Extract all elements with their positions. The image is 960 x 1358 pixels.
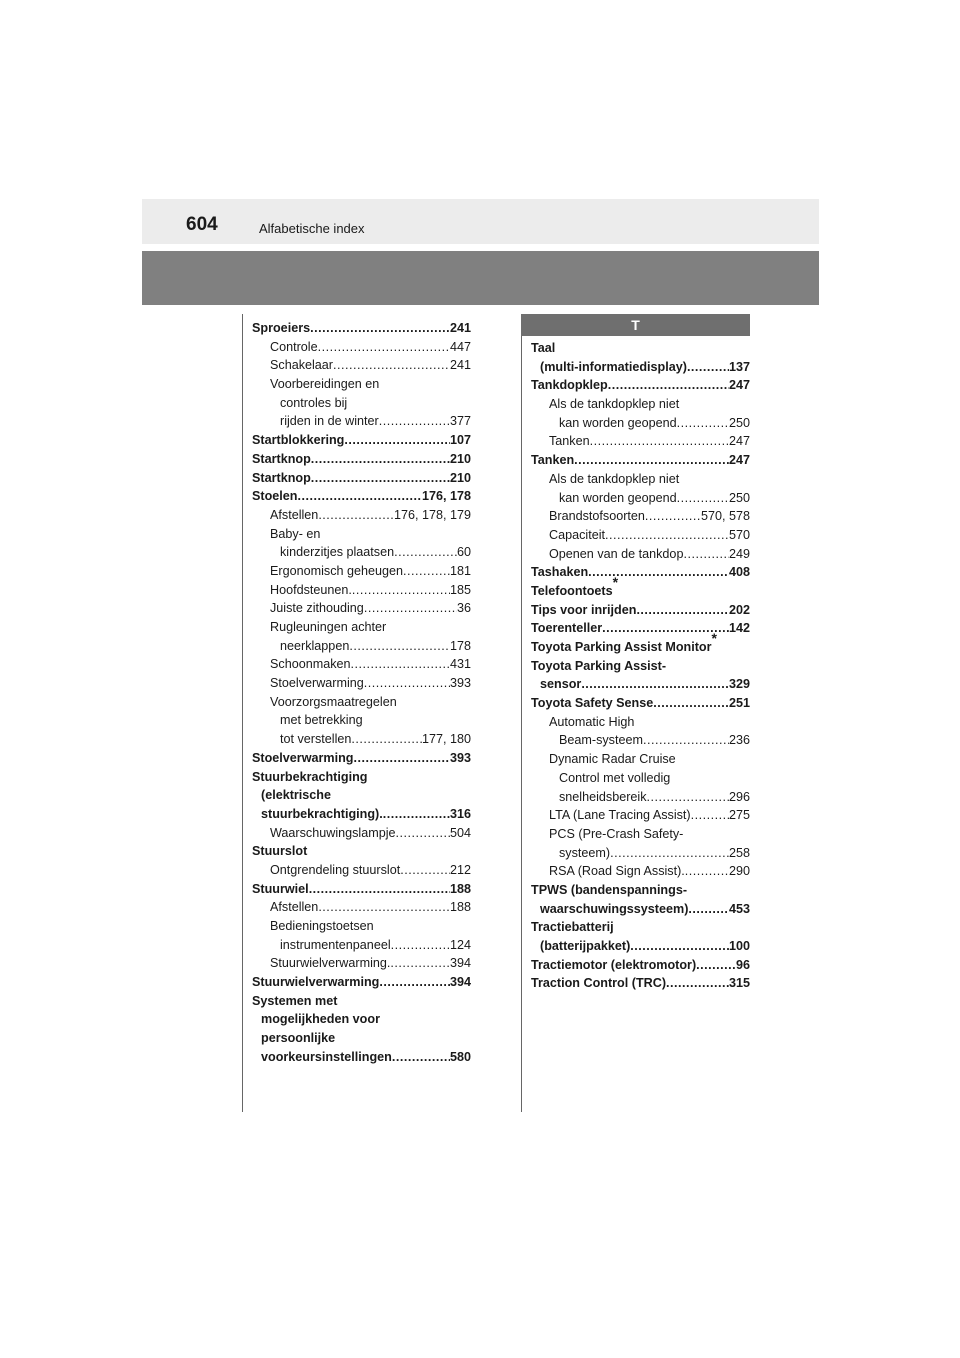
- index-entry: [252, 375, 471, 394]
- entry-term: Waarschuwingslampje: [270, 825, 396, 840]
- entry-page-ref: 210: [449, 451, 471, 466]
- section-letter-t: T: [521, 314, 750, 336]
- entry-term: Toyota Safety Sense: [531, 696, 654, 711]
- entry-term: Stuurslot: [252, 844, 308, 859]
- dot-leader: [353, 749, 450, 768]
- index-entry: [252, 618, 471, 637]
- index-entry: [252, 693, 471, 712]
- entry-page-ref: 247: [728, 378, 750, 393]
- entry-page-ref: 137: [728, 359, 750, 374]
- dot-leader: [581, 675, 729, 694]
- entry-page-ref: 504: [449, 825, 471, 840]
- entry-page-ref: 177, 180: [421, 732, 471, 747]
- entry-term: Automatic High: [549, 714, 635, 729]
- dot-leader: [364, 674, 450, 693]
- index-entry: [252, 1010, 471, 1029]
- index-entry: [531, 451, 750, 470]
- index-entry: [531, 619, 750, 638]
- dot-leader: [298, 487, 422, 506]
- index-entry: [252, 394, 471, 413]
- index-entry: [252, 917, 471, 936]
- entry-page-ref: 315: [728, 976, 750, 991]
- dot-leader: [688, 900, 729, 919]
- index-entry: [531, 414, 750, 433]
- entry-term: persoonlijke: [261, 1031, 336, 1046]
- entry-term: sensor: [540, 677, 582, 692]
- index-entry: [531, 630, 750, 657]
- page-number: 604: [186, 214, 218, 235]
- entry-term: Startknop: [252, 451, 311, 466]
- dot-leader: [687, 358, 729, 377]
- index-entry: [531, 675, 750, 694]
- index-entry: [531, 918, 750, 937]
- header-band: [142, 199, 819, 244]
- dot-leader: [318, 338, 450, 357]
- index-entry: [252, 1048, 471, 1067]
- index-entry: [252, 450, 471, 469]
- index-entry: [252, 1029, 471, 1048]
- index-entry: [252, 711, 471, 730]
- dot-leader: [696, 956, 736, 975]
- dot-leader: [351, 655, 450, 674]
- index-entry: [531, 489, 750, 508]
- entry-term: Openen van de tankdop: [549, 546, 684, 561]
- index-entry: [531, 657, 750, 676]
- entry-term: Stoelverwarming: [252, 750, 354, 765]
- entry-page-ref: 241: [449, 321, 471, 335]
- index-entry: [531, 545, 750, 564]
- page-title: Alfabetische index: [259, 221, 365, 236]
- entry-term: Telefoontoets: [531, 583, 613, 598]
- entry-page-ref: 431: [449, 657, 471, 672]
- entry-term: Stuurwielverwarming: [252, 975, 380, 990]
- index-entry: [531, 769, 750, 788]
- entry-term: Baby- en: [270, 526, 321, 541]
- index-entry: [252, 637, 471, 656]
- index-entry: [252, 506, 471, 525]
- entry-page-ref: 570, 578: [700, 509, 750, 524]
- index-entry: [252, 954, 471, 973]
- entry-term: Als de tankdopklep niet: [549, 471, 680, 486]
- entry-page-ref: 36: [456, 601, 471, 616]
- entry-term: Systemen met: [252, 993, 338, 1008]
- dot-leader: [310, 319, 450, 338]
- entry-term: mogelijkheden voor: [261, 1012, 380, 1027]
- dot-leader: [608, 376, 729, 395]
- entry-term: Rugleuningen achter: [270, 620, 387, 634]
- index-entry: [252, 842, 471, 861]
- entry-page-ref: 249: [728, 546, 750, 561]
- dot-leader: [602, 619, 729, 638]
- index-entry: [252, 412, 471, 431]
- index-entry: [252, 525, 471, 544]
- index-entry: [531, 862, 750, 881]
- entry-term: Ergonomisch geheugen: [270, 563, 404, 578]
- index-entry: [252, 898, 471, 917]
- index-entry: [252, 599, 471, 618]
- index-entry: [252, 356, 471, 375]
- dot-leader: [383, 805, 450, 824]
- entry-page-ref: 142: [728, 621, 750, 636]
- dot-leader: [394, 543, 457, 562]
- entry-term: Startblokkering: [252, 433, 345, 448]
- dot-leader: [403, 562, 450, 581]
- index-entry: [252, 562, 471, 581]
- dot-leader: [605, 526, 729, 545]
- entry-term: Bedieningstoetsen: [270, 919, 374, 933]
- dot-leader: [643, 731, 729, 750]
- index-entry: [252, 319, 471, 338]
- index-entry: [252, 674, 471, 693]
- entry-term: Hoofdsteunen.: [270, 582, 352, 597]
- entry-term: (multi-informatiedisplay): [540, 359, 687, 374]
- entry-term: Tips voor inrijden: [531, 602, 637, 617]
- entry-page-ref: 60: [456, 545, 471, 560]
- dot-leader: [390, 954, 450, 973]
- entry-page-ref: 202: [728, 602, 750, 617]
- index-entry: [531, 788, 750, 807]
- index-entry: [252, 973, 471, 992]
- index-entry: [531, 339, 750, 358]
- index-entry: [252, 861, 471, 880]
- entry-term: Stuurbekrachtiging: [252, 769, 368, 784]
- column-divider-right: [521, 314, 522, 1112]
- index-column-left: [252, 319, 471, 1067]
- entry-term: kan worden geopend: [559, 415, 677, 430]
- entry-page-ref: 241: [449, 358, 471, 373]
- index-entry: [531, 844, 750, 863]
- dot-leader: [379, 412, 450, 431]
- index-entry: [531, 937, 750, 956]
- entry-term: (elektrische: [261, 788, 332, 803]
- entry-page-ref: 96: [735, 957, 750, 972]
- dot-leader: [691, 806, 729, 825]
- dot-leader: [352, 581, 450, 600]
- entry-term: Juiste zithouding: [270, 601, 364, 616]
- dot-leader: [311, 450, 450, 469]
- entry-term: Toerenteller: [531, 621, 603, 636]
- entry-term: Tanken: [531, 453, 575, 468]
- entry-term: Brandstofsoorten: [549, 509, 645, 524]
- entry-term: Controle: [270, 339, 318, 354]
- index-entry: [531, 713, 750, 732]
- entry-page-ref: 185: [449, 582, 471, 597]
- entry-term: (batterijpakket): [540, 939, 631, 953]
- entry-page-ref: 107: [449, 433, 471, 448]
- index-entry: [252, 655, 471, 674]
- index-entry: [531, 563, 750, 582]
- dot-leader: [344, 431, 450, 450]
- index-entry: [531, 358, 750, 377]
- entry-term: Control met volledig: [559, 770, 671, 785]
- entry-term: Schoonmaken: [270, 657, 351, 672]
- dot-leader: [318, 506, 394, 525]
- entry-page-ref: 393: [449, 750, 471, 765]
- index-entry: [531, 731, 750, 750]
- entry-page-ref: 188: [449, 881, 471, 896]
- index-entry: [252, 786, 471, 805]
- index-column-right: [531, 339, 750, 993]
- dot-leader: [685, 862, 729, 881]
- dot-leader: [683, 545, 729, 564]
- index-entry: [531, 694, 750, 713]
- dot-leader: [645, 507, 701, 526]
- entry-page-ref: 181: [449, 563, 471, 578]
- entry-page-ref: 251: [728, 696, 750, 711]
- entry-page-ref: 377: [449, 414, 471, 429]
- index-entry: [252, 469, 471, 488]
- index-entry: [531, 881, 750, 900]
- dot-leader: [309, 880, 450, 899]
- entry-term: neerklappen: [280, 638, 350, 653]
- column-divider-left: [242, 314, 243, 1112]
- entry-page-ref: 408: [728, 565, 750, 580]
- entry-term: Startknop: [252, 470, 311, 485]
- entry-page-ref: 394: [449, 975, 471, 990]
- dot-leader: [400, 861, 450, 880]
- dot-leader: [630, 937, 729, 956]
- entry-term: Capaciteit: [549, 527, 606, 542]
- entry-term: Stuurwiel: [252, 881, 309, 896]
- entry-term: Afstellen: [270, 900, 319, 915]
- entry-term: snelheidsbereik: [559, 789, 647, 804]
- entry-term: LTA (Lane Tracing Assist): [549, 808, 691, 823]
- dot-leader: [396, 824, 450, 843]
- entry-term: Afstellen: [270, 507, 319, 522]
- entry-page-ref: 250: [728, 415, 750, 430]
- entry-page-ref: 250: [728, 490, 750, 505]
- entry-term: Tanken: [549, 434, 590, 449]
- index-entry: [252, 805, 471, 824]
- index-entry: [531, 526, 750, 545]
- entry-term: Traction Control (TRC): [531, 976, 667, 991]
- asterisk-footnote-mark: *: [612, 573, 619, 590]
- entry-page-ref: 296: [728, 789, 750, 804]
- index-entry: [531, 432, 750, 451]
- entry-term: RSA (Road Sign Assist).: [549, 864, 685, 879]
- index-entry: [531, 573, 750, 601]
- index-entry: [252, 936, 471, 955]
- entry-term: Tractiemotor (elektromotor): [531, 957, 697, 972]
- entry-term: waarschuwingssysteem): [540, 901, 689, 916]
- index-entry: [252, 824, 471, 843]
- dot-leader: [636, 601, 729, 620]
- entry-term: Stoelverwarming: [270, 676, 364, 691]
- entry-term: stuurbekrachtiging).: [261, 806, 383, 821]
- entry-term: controles bij: [280, 395, 348, 410]
- entry-term: voorkeursinstellingen: [261, 1049, 392, 1064]
- entry-term: Taal: [531, 341, 556, 355]
- entry-term: Voorzorgsmaatregelen: [270, 694, 397, 709]
- index-entry: [252, 768, 471, 787]
- index-entry: [252, 543, 471, 562]
- entry-term: Stuurwielverwarming.: [270, 956, 391, 971]
- entry-page-ref: 178: [449, 638, 471, 653]
- index-entry: [531, 395, 750, 414]
- entry-term: Voorbereidingen en: [270, 377, 380, 392]
- entry-page-ref: 212: [449, 862, 471, 877]
- entry-term: instrumentenpaneel: [280, 937, 391, 952]
- index-entry: [252, 749, 471, 768]
- index-entry: [531, 900, 750, 919]
- dot-leader: [311, 469, 450, 488]
- entry-page-ref: 247: [728, 434, 750, 449]
- entry-term: PCS (Pre-Crash Safety-: [549, 826, 684, 841]
- entry-term: Toyota Parking Assist Monitor: [531, 640, 712, 654]
- entry-term: Sproeiers: [252, 321, 311, 335]
- entry-page-ref: 453: [728, 901, 750, 916]
- entry-page-ref: 316: [449, 806, 471, 821]
- entry-term: Schakelaar: [270, 358, 334, 373]
- entry-term: Tashaken: [531, 565, 589, 580]
- entry-term: Dynamic Radar Cruise: [549, 752, 676, 767]
- index-entry: [531, 974, 750, 993]
- entry-term: kan worden geopend: [559, 490, 677, 505]
- index-entry: [531, 806, 750, 825]
- index-entry: [252, 992, 471, 1011]
- entry-term: kinderzitjes plaatsen: [280, 545, 395, 560]
- index-entry: [252, 487, 471, 506]
- dot-leader: [574, 451, 729, 470]
- dot-leader: [590, 432, 729, 451]
- index-entry: [531, 825, 750, 844]
- entry-page-ref: 394: [449, 956, 471, 971]
- dot-leader: [351, 730, 422, 749]
- index-entry: [531, 601, 750, 620]
- dot-leader: [379, 973, 450, 992]
- header-bar: [142, 251, 819, 305]
- entry-term: met betrekking: [280, 713, 363, 728]
- entry-page-ref: 176, 178, 179: [393, 507, 471, 522]
- entry-page-ref: 236: [728, 733, 750, 748]
- entry-page-ref: 176, 178: [421, 489, 471, 504]
- index-entry: [531, 470, 750, 489]
- index-entry: [252, 581, 471, 600]
- dot-leader: [653, 694, 729, 713]
- index-entry: [252, 431, 471, 450]
- entry-term: Beam-systeem: [559, 733, 643, 748]
- entry-page-ref: 570: [728, 527, 750, 542]
- entry-page-ref: 393: [449, 676, 471, 691]
- entry-page-ref: 247: [728, 453, 750, 468]
- entry-term: Stoelen: [252, 489, 298, 504]
- index-entry: [531, 376, 750, 395]
- dot-leader: [677, 414, 729, 433]
- index-entry: [531, 956, 750, 975]
- entry-term: Tankdopklep: [531, 378, 608, 393]
- entry-term: Tractiebatterij: [531, 920, 614, 935]
- entry-page-ref: 100: [728, 939, 750, 953]
- dot-leader: [392, 1048, 450, 1067]
- index-entry: [252, 730, 471, 749]
- entry-term: TPWS (bandenspannings-: [531, 882, 688, 897]
- entry-term: tot verstellen: [280, 732, 352, 747]
- entry-term: Ontgrendeling stuurslot: [270, 862, 401, 877]
- entry-page-ref: 580: [449, 1049, 471, 1064]
- entry-term: Als de tankdopklep niet: [549, 397, 680, 412]
- asterisk-footnote-mark: *: [711, 630, 717, 646]
- dot-leader: [333, 356, 450, 375]
- entry-page-ref: 124: [449, 937, 471, 952]
- dot-leader: [677, 489, 729, 508]
- entry-term: systeem): [559, 845, 611, 860]
- index-entry: [531, 507, 750, 526]
- entry-page-ref: 329: [728, 677, 750, 692]
- dot-leader: [647, 788, 729, 807]
- entry-page-ref: 275: [728, 808, 750, 823]
- dot-leader: [391, 936, 450, 955]
- index-entry: [252, 338, 471, 357]
- index-entry: [252, 880, 471, 899]
- dot-leader: [364, 599, 457, 618]
- entry-term: Toyota Parking Assist-: [531, 658, 667, 673]
- dot-leader: [349, 637, 450, 656]
- dot-leader: [318, 898, 450, 917]
- entry-page-ref: 210: [449, 470, 471, 485]
- dot-leader: [588, 563, 729, 582]
- entry-page-ref: 258: [728, 845, 750, 860]
- entry-term: rijden in de winter: [280, 414, 379, 429]
- entry-page-ref: 290: [728, 864, 750, 879]
- index-entry: [531, 750, 750, 769]
- entry-page-ref: 447: [449, 339, 471, 354]
- dot-leader: [666, 974, 729, 993]
- entry-page-ref: 188: [449, 900, 471, 915]
- dot-leader: [610, 844, 729, 863]
